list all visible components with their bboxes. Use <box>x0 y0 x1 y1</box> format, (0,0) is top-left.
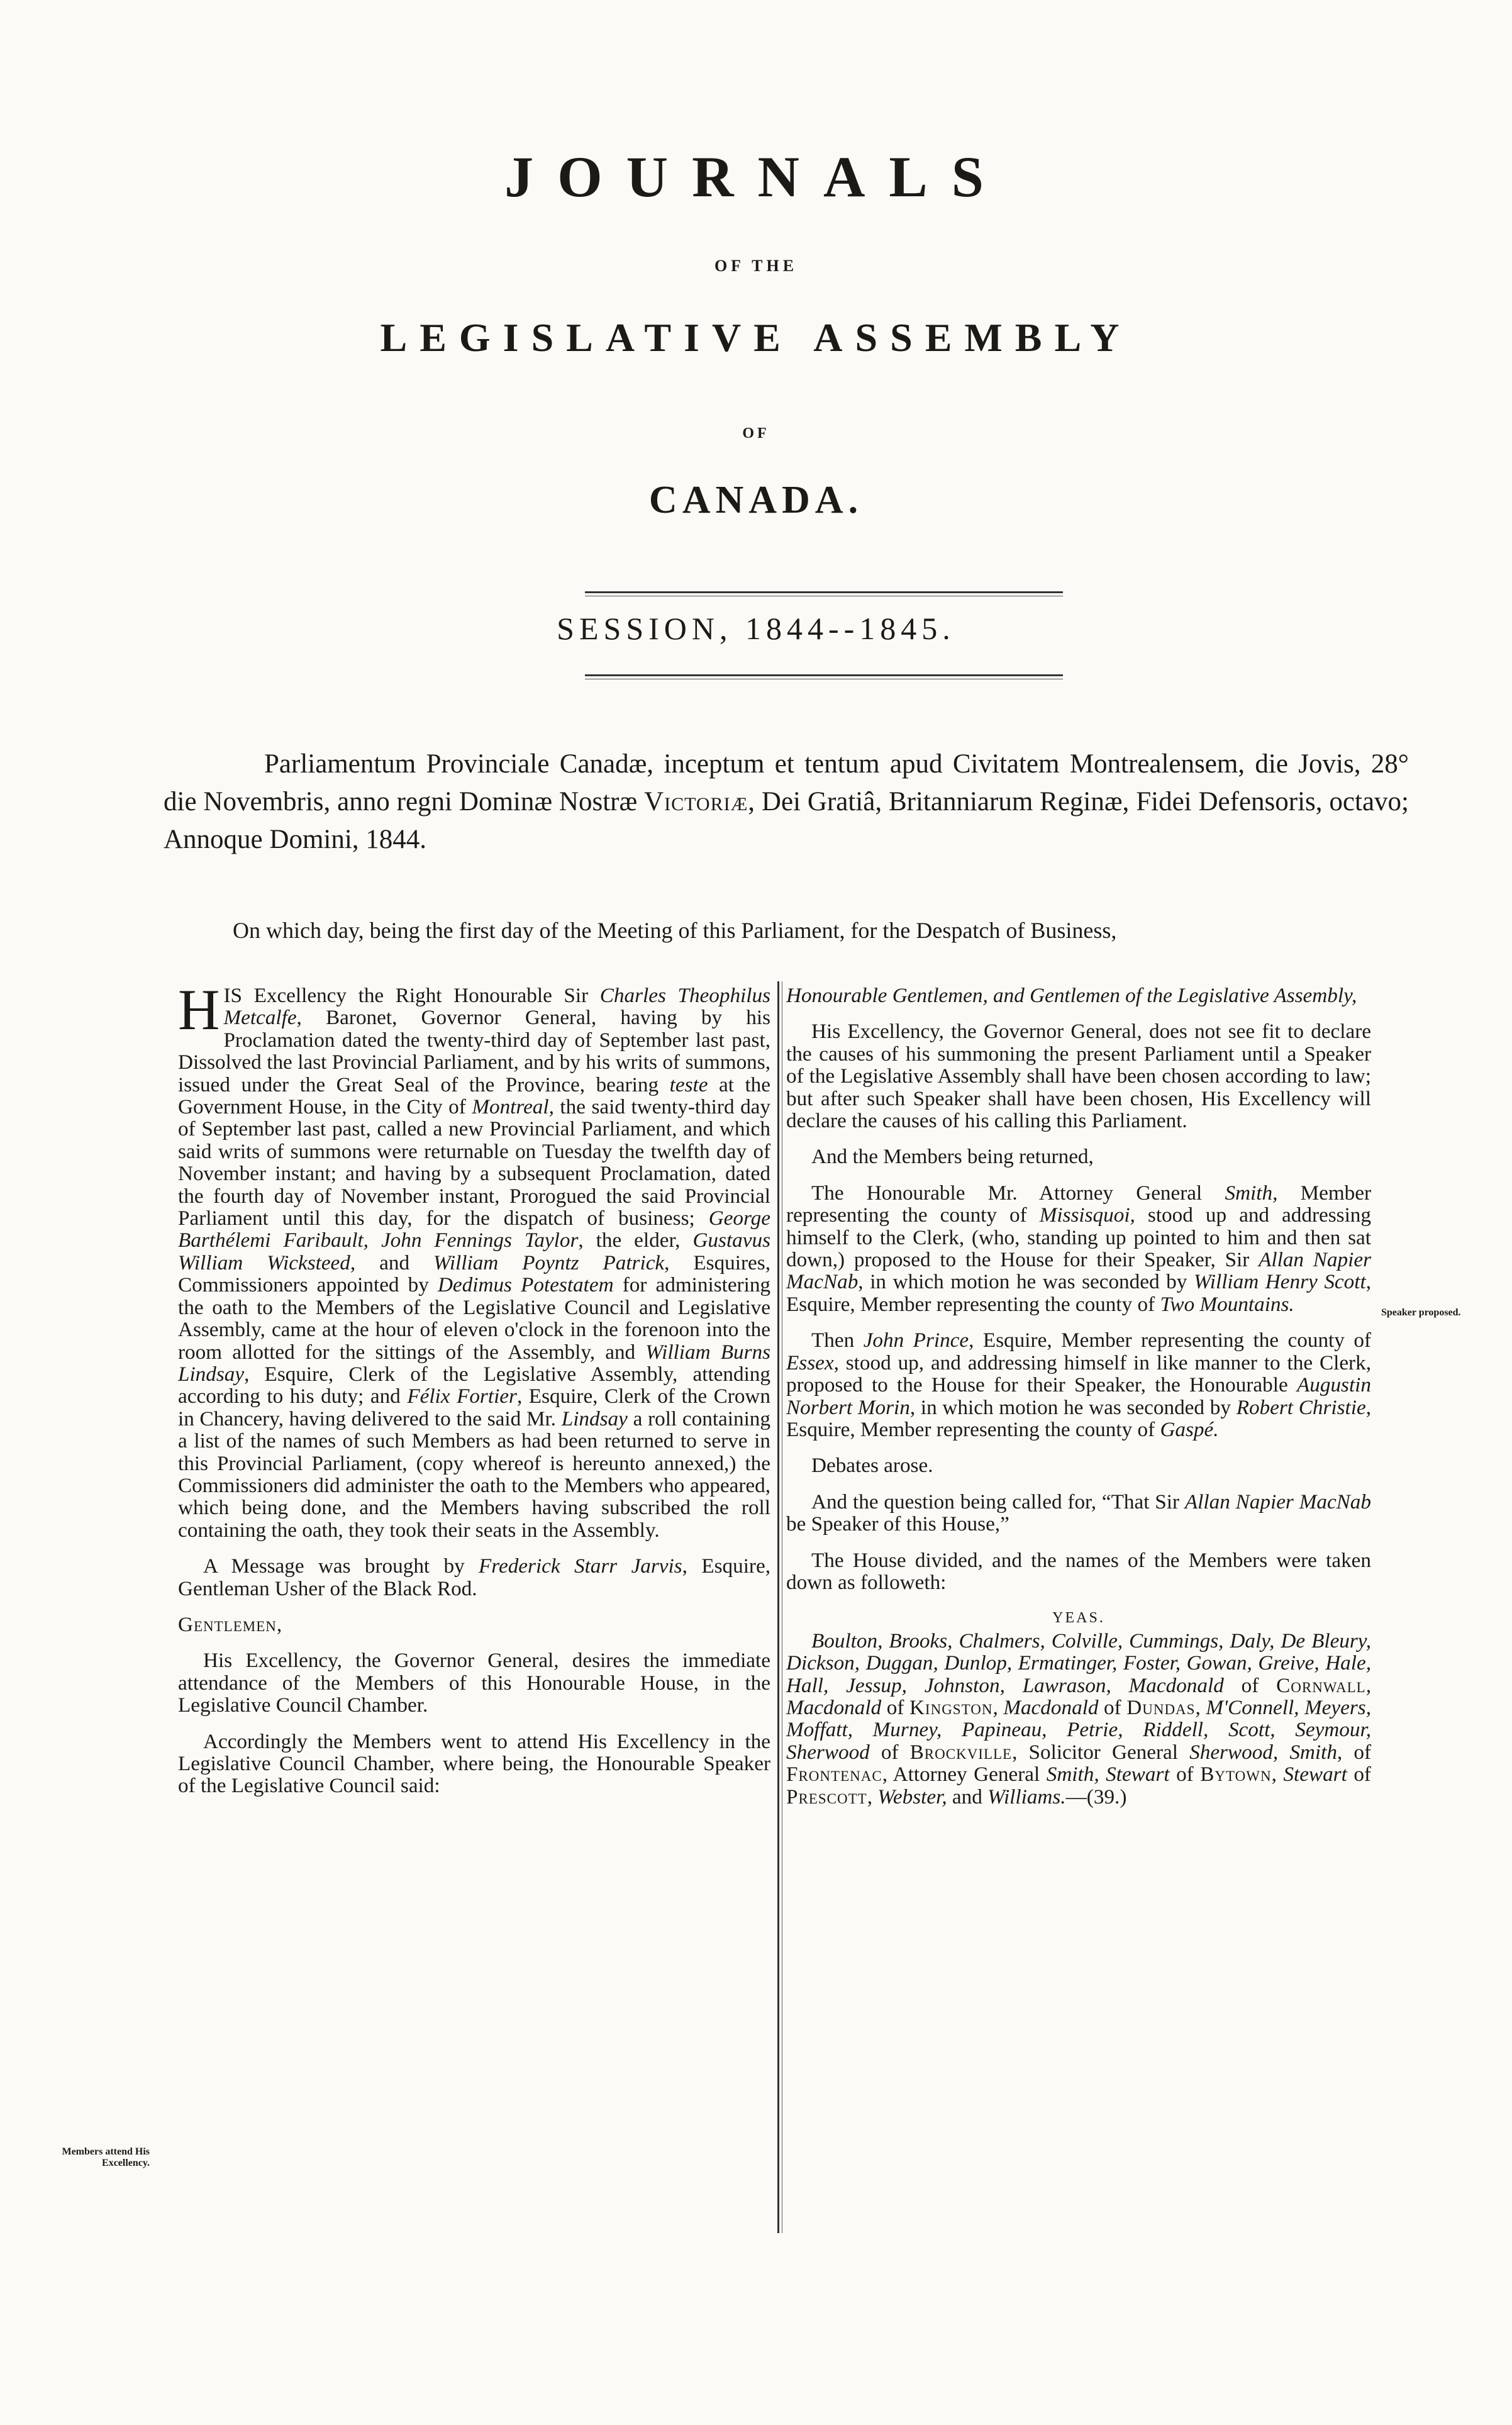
yeas-names-8: Smith, Stewart <box>1046 1763 1170 1787</box>
name-christie: Robert Christie <box>1236 1395 1366 1419</box>
text: A Message was brought by <box>203 1554 479 1578</box>
place-kingston: Kingston <box>909 1695 993 1719</box>
speaker-declaration: His Excellency, the Governor General, does not see fit to declare the causes of his summoning the present Parliament until a Speaker of the Legislative Assembly shall have been chosen according to law; but after such Speaker shall have been chosen, His Excellency will declare the causes of his calling this Parliament. <box>786 1020 1371 1133</box>
yeas-names-12: Williams. <box>987 1785 1066 1809</box>
address-line <box>786 984 1371 1006</box>
latin-victoriae: Victoriæ <box>644 787 748 817</box>
text: , and <box>350 1251 433 1274</box>
journal-title: JOURNALS <box>504 145 1008 209</box>
place-frontenac: Frontenac <box>786 1763 882 1787</box>
text: , Attorney General <box>882 1763 1047 1787</box>
of-the-label: OF THE <box>714 257 798 275</box>
text: , Esquire, Clerk of the Crown in Chancery, having delivered to the said Mr. <box>178 1385 770 1430</box>
column-divider <box>777 981 779 2233</box>
text: , <box>1271 1763 1284 1787</box>
right-column <box>786 984 1371 1808</box>
text: of <box>1347 1763 1371 1787</box>
house-divided: The House divided, and the names of the Members were taken down as followeth: <box>786 1548 1371 1594</box>
text: of <box>1169 1763 1201 1787</box>
text: Then <box>811 1329 864 1352</box>
accordingly-paragraph: Accordingly the Members went to attend His Excellency in the Legislative Council Chamber, where being, the Honourable Speaker of the Legislative Council said: <box>178 1729 770 1798</box>
place-dundas: Dundas <box>1126 1695 1196 1719</box>
text: at the Government House, in the City of <box>178 1073 770 1119</box>
latin-preamble <box>164 745 1409 859</box>
name-metcalfe: Charles Theophilus Metcalfe <box>223 984 770 1030</box>
text: of <box>881 1695 909 1719</box>
text: stood up and addressing himself to the Clerk, (who, standing up pointed to him and then sat down,) proposed to the House for their Speaker, Sir <box>786 1203 1371 1272</box>
yeas-names-10: Webster, <box>877 1785 947 1809</box>
place-missisquoi: Missisquoi, <box>1039 1203 1135 1227</box>
bottom-rule <box>585 674 1063 676</box>
text: , stood up, and addressing himself in like manner to the Clerk, proposed to the House for their Speaker, the Honourable <box>786 1351 1371 1397</box>
address-text: Honourable Gentlemen, and Gentlemen of the Legislative Assembly, <box>786 984 1357 1007</box>
place-bytown: Bytown <box>1200 1763 1272 1787</box>
name-lindsay: William Burns Lindsay <box>178 1340 770 1386</box>
question-called <box>786 1491 1371 1536</box>
yeas-names-4: , M'Connell, Meyers, Moffatt, Murney, Papineau, Petrie, Riddell, Scott, Seymour, Sherwood <box>786 1695 1371 1764</box>
place-essex: Essex <box>786 1351 834 1374</box>
text: , Esquire, Member representing the county of <box>969 1329 1371 1352</box>
message-paragraph <box>178 1555 770 1600</box>
drop-cap: H <box>178 978 220 1042</box>
name-prince: John Prince <box>863 1329 969 1352</box>
debates-arose: Debates arose. <box>811 1454 933 1478</box>
text: , Esquires, Commissioners appointed by <box>178 1251 770 1297</box>
text: of <box>869 1740 910 1764</box>
members-returned: And the Members being returned, <box>811 1145 1094 1169</box>
text: be Speaker of this House,” <box>786 1512 1009 1536</box>
text: a roll containing a list of the names of such Members as had been returned to serve in this Provincial Parliament, (copy whereof is hereunto annexed,) the Commissioners did administer the oath to the Members who appeared, which being done, and the Members having subscribed the roll containing the oath, they took their seats in the Assembly. <box>178 1407 770 1542</box>
session-heading: SESSION, 1844--1845. <box>557 611 955 646</box>
yeas-names-1: Boulton, Brooks, Chalmers, Colville, Cummings, Daly, De Bleury, Dickson, Duggan, Dunlop, Ermatinger, Foster, Gowan, Greive, Hale, Hall, Jessup, Johnston, Lawrason, Macdonald <box>786 1629 1371 1697</box>
name-scott: William Henry Scott <box>1193 1270 1366 1294</box>
names-commissioners: George Barthélemi Faribault, John Fennings Taylor <box>178 1207 770 1252</box>
place-gaspe: Gaspé. <box>1160 1417 1219 1441</box>
of-label: OF <box>742 425 770 442</box>
yeas-names-9: Stewart <box>1283 1763 1347 1787</box>
latin-text-b: , Dei Gratiâ, Britanniarum Reginæ, Fidei Defensoris, octavo; Annoque Domini, 1844. <box>164 787 1409 854</box>
name-lindsay-2: Lindsay <box>561 1407 628 1430</box>
text: , in which motion he was seconded by <box>858 1270 1194 1294</box>
name-patrick: William Poyntz Patrick <box>433 1251 665 1274</box>
yeas-names-2: , Macdonald <box>786 1673 1371 1719</box>
word-teste: teste <box>669 1073 708 1096</box>
name-wicksteed: Gustavus William Wicksteed <box>178 1229 770 1274</box>
text: Member representing the county of <box>786 1181 1372 1227</box>
text: of <box>1342 1740 1371 1764</box>
text: , Baronet, Governor General, having by his Proclamation dated the twenty-third day of September last past, Dissolved the last Provincial Parliament, and by his writs of summons, issued under the Great Seal of the Province, bearing <box>178 1006 770 1096</box>
yeas-list <box>786 1630 1371 1808</box>
term-dedimus: Dedimus Potestatem <box>437 1273 614 1297</box>
on-which-day-line: On which day, being the first day of the Meeting of this Parliament, for the Despatch of Business, <box>233 918 1117 943</box>
place-prescott: Prescott <box>786 1785 867 1809</box>
text: , in which motion he was seconded by <box>909 1395 1237 1419</box>
name-smith: Smith, <box>1225 1181 1278 1205</box>
name-fortier: Félix Fortier <box>407 1385 517 1408</box>
yeas-names-6: Sherwood, Smith, <box>1189 1740 1343 1764</box>
text: , the elder, <box>578 1229 693 1252</box>
text: The Honourable Mr. Attorney General <box>811 1181 1225 1205</box>
text: , Esquire, Member representing the county of <box>786 1270 1371 1316</box>
text: And the question being called for, “That Sir <box>811 1490 1185 1514</box>
text: IS Excellency the Right Honourable Sir <box>223 984 600 1007</box>
name-jarvis: Frederick Starr Jarvis <box>479 1554 682 1578</box>
name-macnab-2: Allan Napier MacNab <box>1184 1490 1371 1514</box>
text: for administering the oath to the Members of the Legislative Council and Legislative Assembly, came at the hour of eleven o'clock in the forenoon into the room allotted for the sittings of the Assembly, and <box>178 1273 771 1364</box>
text: of <box>1223 1673 1277 1697</box>
gentlemen-salutation: Gentlemen, <box>178 1612 283 1636</box>
name-morin: Augustin Norbert Morin <box>786 1373 1371 1419</box>
text: , Esquire, Gentleman Usher of the Black Rod. <box>178 1554 770 1600</box>
yeas-names-3: , Macdonald <box>992 1695 1099 1719</box>
text: of <box>1098 1695 1127 1719</box>
yeas-heading: YEAS. <box>1052 1610 1105 1627</box>
margin-note-speaker-proposed: Speaker proposed. <box>1381 1307 1461 1318</box>
place-montreal: Montreal, <box>472 1095 554 1119</box>
top-rule <box>585 591 1063 593</box>
text: , <box>867 1785 878 1809</box>
place-brockville: Brockville <box>909 1740 1013 1764</box>
attendance-paragraph: His Excellency, the Governor General, desires the immediate attendance of the Members of this Honourable House, in the Legislative Council Chamber. <box>178 1649 770 1717</box>
opening-paragraph <box>178 978 771 1542</box>
yeas-count: —(39.) <box>1065 1785 1127 1809</box>
assembly-title: LEGISLATIVE ASSEMBLY <box>380 315 1132 360</box>
name-macnab: Allan Napier MacNab <box>786 1248 1371 1294</box>
text: , Esquire, Clerk of the Legislative Assembly, attending according to his duty; and <box>178 1362 770 1408</box>
text: and <box>947 1785 988 1809</box>
country-title: CANADA. <box>648 479 864 521</box>
place-cornwall: Cornwall <box>1276 1673 1366 1697</box>
margin-note-members-attend: Members attend His Excellency. <box>62 2146 150 2168</box>
text: , Esquire, Member representing the county of <box>786 1395 1372 1441</box>
smith-proposal <box>786 1182 1371 1315</box>
latin-text-a: Parliamentum Provinciale Canadæ, inceptum et tentum apud Civitatem Montrealensem, die Jovis, 28° die Novembris, anno regni Dominæ Nostræ <box>164 749 1409 817</box>
prince-proposal <box>786 1329 1371 1441</box>
text: , Solicitor General <box>1012 1740 1190 1764</box>
left-column <box>178 978 771 1798</box>
place-two-mountains: Two Mountains. <box>1160 1292 1294 1316</box>
text: the said twenty-third day of September last past, called a new Provincial Parliament, and which said writs of summons were returnable on Tuesday the twelfth day of November instant; and having by a subsequent Proclamation, dated the fourth day of November instant, Prorogued the said Provincial Parliament until this day, for the dispatch of business; <box>178 1095 770 1230</box>
